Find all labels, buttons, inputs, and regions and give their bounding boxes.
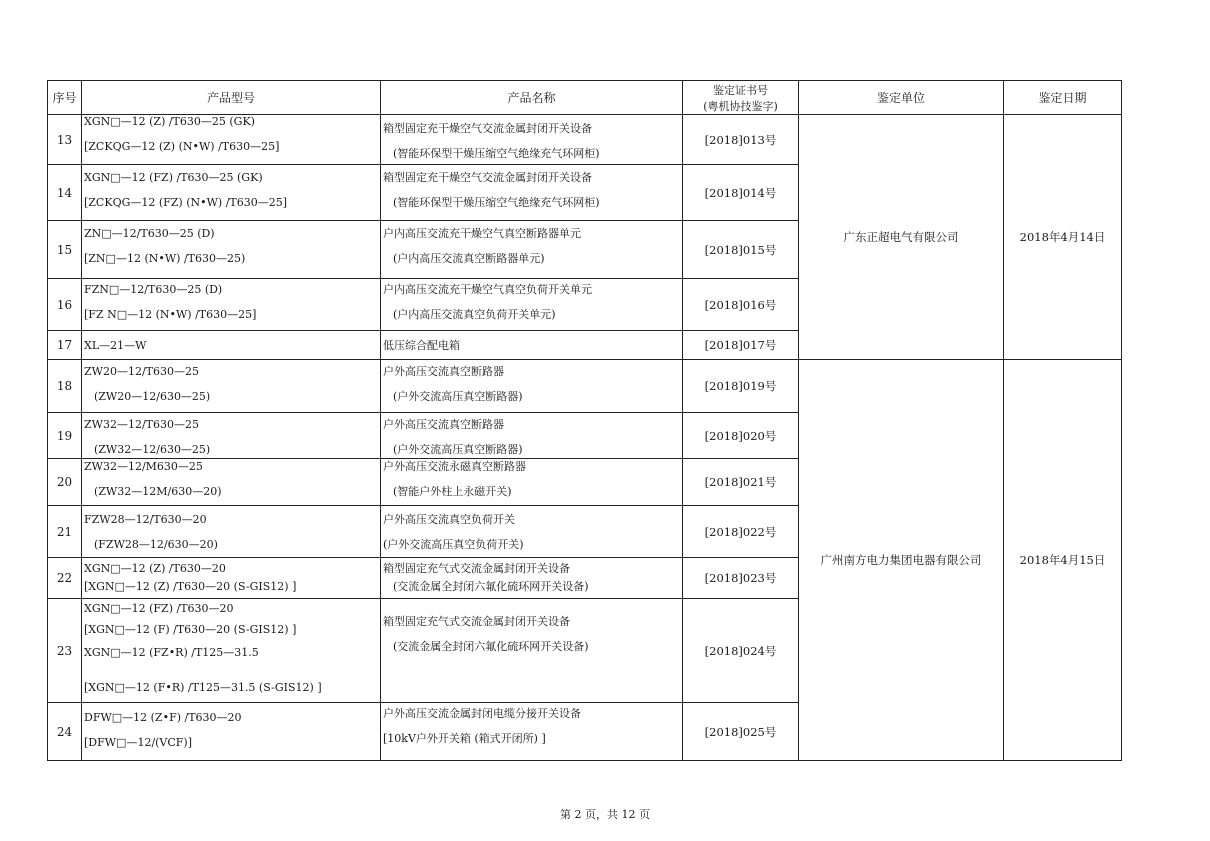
name-line: 户外高压交流真空断路器 xyxy=(383,418,504,431)
date-cell: 2018年4月15日 xyxy=(1004,360,1122,761)
model-line: [DFW□—12/(VCF)] xyxy=(84,736,193,749)
page-footer: 第 2 页，共 12 页 xyxy=(560,808,650,821)
model-line: XL—21—W xyxy=(84,338,147,352)
table-row xyxy=(48,360,1122,413)
row-number: 14 xyxy=(48,165,82,221)
row-number: 20 xyxy=(48,459,82,506)
name-cell xyxy=(381,165,683,221)
model-cell xyxy=(82,279,381,331)
model-cell xyxy=(82,599,381,703)
cert-cell: [2018]014号 xyxy=(683,165,799,221)
unit-cell: 广州南方电力集团电器有限公司 xyxy=(799,360,1004,761)
name-cell xyxy=(381,360,683,413)
row-number: 23 xyxy=(48,599,82,703)
cert-cell: [2018]023号 xyxy=(683,558,799,599)
date-cell: 2018年4月14日 xyxy=(1004,115,1122,360)
model-line: FZN□—12/T630—25 (D) xyxy=(84,283,223,296)
model-line: [ZN□—12 (N•W) /T630—25) xyxy=(84,252,246,265)
model-line: ZW20—12/T630—25 xyxy=(84,365,199,378)
model-cell xyxy=(82,703,381,761)
model-line: XGN□—12 (Z) /T630—20 xyxy=(84,562,226,575)
model-line: (ZW32—12/630—25) xyxy=(94,443,211,456)
cert-cell: [2018]013号 xyxy=(683,115,799,165)
header-cert xyxy=(683,81,799,115)
model-line: [ZCKQG—12 (FZ) (N•W) /T630—25] xyxy=(84,196,288,209)
model-line: [FZ N□—12 (N•W) /T630—25] xyxy=(84,308,257,321)
name-cell xyxy=(381,506,683,558)
header-unit: 鉴定单位 xyxy=(799,81,1004,115)
name-line: 箱型固定充干燥空气交流金属封闭开关设备 xyxy=(383,122,592,135)
name-line: 户内高压交流充干燥空气真空断路器单元 xyxy=(383,227,581,240)
model-cell xyxy=(82,558,381,599)
model-line: ZW32—12/T630—25 xyxy=(84,418,199,431)
name-line: 箱型固定充气式交流金属封闭开关设备 xyxy=(383,615,570,628)
name-line: 户外高压交流真空断路器 xyxy=(383,365,504,378)
model-cell xyxy=(82,506,381,558)
header-cert-sub: (粤机协技鉴字) xyxy=(703,99,778,113)
model-line: XGN□—12 (FZ) /T630—25 (GK) xyxy=(84,171,263,184)
model-line: FZW28—12/T630—20 xyxy=(84,513,207,526)
row-number: 21 xyxy=(48,506,82,558)
row-number: 13 xyxy=(48,115,82,165)
cert-cell: [2018]016号 xyxy=(683,279,799,331)
cert-cell: [2018]017号 xyxy=(683,331,799,360)
model-line: [XGN□—12 (F) /T630—20 (S-GIS12) ] xyxy=(84,623,297,636)
name-line: (智能环保型干燥压缩空气绝缘充气环网柜) xyxy=(393,196,600,209)
name-cell xyxy=(381,459,683,506)
name-line: 箱型固定充气式交流金属封闭开关设备 xyxy=(383,562,570,575)
name-line: (交流金属全封闭六氟化硫环网开关设备) xyxy=(393,640,589,653)
row-number: 17 xyxy=(48,331,82,360)
header-model: 产品型号 xyxy=(82,81,381,115)
model-line: [XGN□—12 (Z) /T630—20 (S-GIS12) ] xyxy=(84,580,297,593)
row-number: 24 xyxy=(48,703,82,761)
header-row xyxy=(48,81,1122,115)
model-cell xyxy=(82,331,381,360)
row-number: 22 xyxy=(48,558,82,599)
name-line: 户外高压交流永磁真空断路器 xyxy=(383,460,526,473)
model-cell xyxy=(82,115,381,165)
model-line: ZN□—12/T630—25 (D) xyxy=(84,227,215,240)
name-line: (户外交流高压真空断路器) xyxy=(393,390,523,403)
model-line: XGN□—12 (FZ) /T630—20 xyxy=(84,602,234,615)
name-cell xyxy=(381,331,683,360)
header-num: 序号 xyxy=(48,81,82,115)
model-cell xyxy=(82,459,381,506)
row-number: 19 xyxy=(48,413,82,459)
name-line: (户外交流高压真空负荷开关) xyxy=(383,538,524,551)
name-cell xyxy=(381,703,683,761)
model-line: ZW32—12/M630—25 xyxy=(84,460,203,473)
name-line: (户外交流高压真空断路器) xyxy=(393,443,523,456)
cert-cell: [2018]021号 xyxy=(683,459,799,506)
name-line: 户外高压交流金属封闭电缆分接开关设备 xyxy=(383,707,581,720)
model-line: (FZW28—12/630—20) xyxy=(94,538,218,551)
name-line: (户内高压交流真空断路器单元) xyxy=(393,252,545,265)
model-line: XGN□—12 (FZ•R) /T125—31.5 xyxy=(84,646,259,659)
name-line: 户外高压交流真空负荷开关 xyxy=(383,513,515,526)
header-name: 产品名称 xyxy=(381,81,683,115)
model-cell xyxy=(82,221,381,279)
header-cert-label: 鉴定证书号 xyxy=(713,83,768,97)
header-date: 鉴定日期 xyxy=(1004,81,1122,115)
row-number: 15 xyxy=(48,221,82,279)
model-cell xyxy=(82,165,381,221)
name-line: (交流金属全封闭六氟化硫环网开关设备) xyxy=(393,580,589,593)
name-line: [10kV户外开关箱 (箱式开闭所) ] xyxy=(383,732,546,745)
row-number: 18 xyxy=(48,360,82,413)
name-line: 户内高压交流充干燥空气真空负荷开关单元 xyxy=(383,283,592,296)
unit-cell: 广东正超电气有限公司 xyxy=(799,115,1004,360)
model-line: [XGN□—12 (F•R) /T125—31.5 (S-GIS12) ] xyxy=(84,681,322,694)
cert-cell: [2018]025号 xyxy=(683,703,799,761)
model-line: [ZCKQG—12 (Z) (N•W) /T630—25] xyxy=(84,140,280,153)
model-line: XGN□—12 (Z) /T630—25 (GK) xyxy=(84,115,255,128)
cert-cell: [2018]020号 xyxy=(683,413,799,459)
name-cell xyxy=(381,279,683,331)
certification-table xyxy=(47,80,1122,761)
name-line: 箱型固定充干燥空气交流金属封闭开关设备 xyxy=(383,171,592,184)
name-cell xyxy=(381,221,683,279)
model-cell xyxy=(82,413,381,459)
name-cell xyxy=(381,115,683,165)
cert-cell: [2018]024号 xyxy=(683,599,799,703)
row-number: 16 xyxy=(48,279,82,331)
name-cell xyxy=(381,413,683,459)
model-line: (ZW20—12/630—25) xyxy=(94,390,211,403)
model-line: DFW□—12 (Z•F) /T630—20 xyxy=(84,711,242,724)
cert-cell: [2018]022号 xyxy=(683,506,799,558)
model-cell xyxy=(82,360,381,413)
name-cell xyxy=(381,558,683,599)
name-line: (智能户外柱上永磁开关) xyxy=(393,485,512,498)
table-row xyxy=(48,115,1122,165)
name-line: 低压综合配电箱 xyxy=(383,338,460,352)
cert-cell: [2018]015号 xyxy=(683,221,799,279)
model-line: (ZW32—12M/630—20) xyxy=(94,485,222,498)
name-line: (智能环保型干燥压缩空气绝缘充气环网柜) xyxy=(393,147,600,160)
name-cell xyxy=(381,599,683,703)
name-line: (户内高压交流真空负荷开关单元) xyxy=(393,308,556,321)
cert-cell: [2018]019号 xyxy=(683,360,799,413)
